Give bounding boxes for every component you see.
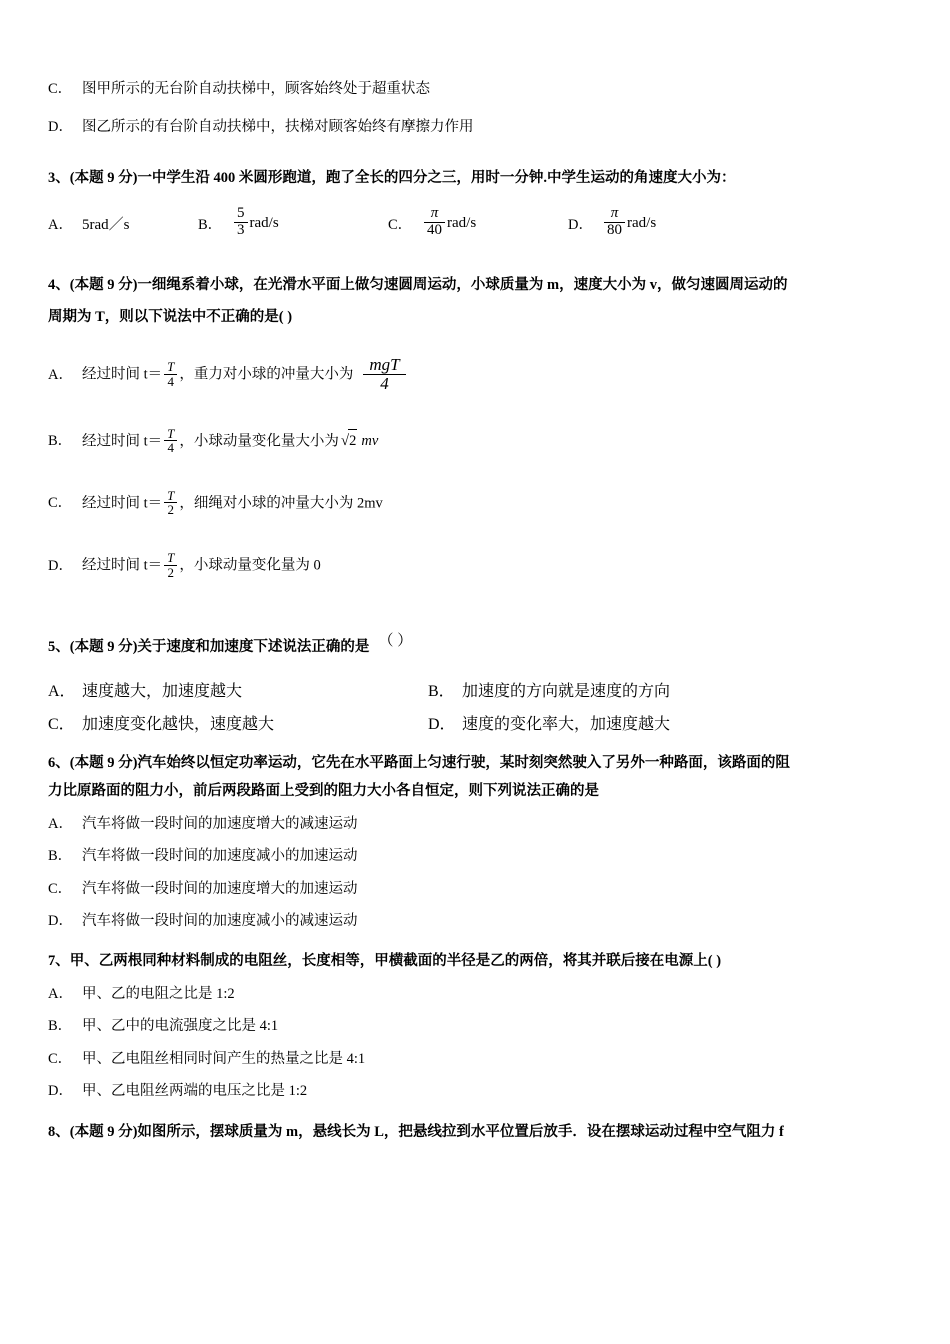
choice-b — [428, 678, 848, 701]
question-7-text: 甲、乙两根同种材料制成的电阻丝，长度相等，甲横截面的半径是乙的两倍，将其并联后接在电源上( ) — [69, 953, 722, 970]
fraction-denominator: 40 — [427, 222, 442, 239]
choice-b-label: B． — [198, 217, 223, 234]
fraction-denominator: 2 — [167, 502, 175, 518]
choice-a-label: A． — [48, 815, 73, 832]
choice-d-label: D． — [48, 557, 73, 574]
question-6-choice-b — [48, 845, 908, 867]
question-5 — [48, 633, 908, 733]
choice-b-label: B． — [48, 848, 73, 865]
choice-b-text: 汽车将做一段时间的加速度减小的加速运动 — [82, 848, 358, 865]
question-6-stem-line2 — [48, 780, 908, 802]
choice-d-label: D． — [428, 715, 456, 733]
choice-d-text: 甲、乙电阻丝两端的电压之比是 1:2 — [82, 1083, 308, 1100]
question-6-number: 6、 — [48, 754, 70, 771]
choice-b-text: 加速度的方向就是速度的方向 — [462, 682, 671, 700]
fraction-denominator: 4 — [380, 373, 389, 393]
choice-c-fraction — [424, 206, 445, 239]
choice-c — [48, 711, 428, 734]
time-fraction — [164, 551, 177, 579]
question-3-choices — [48, 207, 908, 240]
choice-c-label: C． — [48, 1050, 73, 1067]
question-8-text: 如图所示，摆球质量为 m，悬线长为 L，把悬线拉到水平位置后放手．设在摆球运动过程中空气阻力 f — [137, 1123, 784, 1140]
fraction-numerator: π — [604, 206, 625, 223]
question-4-score: (本题 9 分) — [69, 276, 138, 293]
choice-d-text: 速度的变化率大，加速度越大 — [462, 715, 671, 733]
choice-c-text: 甲、乙电阻丝相同时间产生的热量之比是 4:1 — [82, 1050, 366, 1067]
choice-d-label: D． — [48, 1083, 73, 1100]
question-8 — [48, 1121, 908, 1143]
question-8-score: (本题 9 分) — [69, 1123, 138, 1140]
choice-b-label: B． — [428, 682, 455, 700]
fraction-numerator: T — [164, 360, 177, 375]
choice-c-text: 汽车将做一段时间的加速度增大的加速运动 — [82, 880, 358, 897]
choice-c-text: 加速度变化越快，速度越大 — [82, 715, 275, 733]
page-content — [48, 78, 908, 1143]
question-7 — [48, 950, 908, 1102]
question-3-stem — [48, 167, 908, 189]
choice-b-unit: rad/s — [249, 215, 279, 232]
time-fraction — [164, 427, 177, 455]
fraction-denominator: 80 — [607, 222, 622, 239]
choice-b-label: B． — [48, 433, 73, 449]
answer-blank: （ ） — [378, 633, 413, 650]
fraction-numerator: mgT — [363, 356, 405, 375]
question-7-choice-a — [48, 983, 908, 1005]
fraction-numerator: 5 — [234, 206, 248, 223]
fraction-numerator: T — [164, 551, 177, 566]
choice-b-suffix: ，小球动量变化量大小为 — [179, 433, 339, 449]
carryover-options — [48, 78, 908, 139]
choice-d-prefix: 经过时间 t＝ — [82, 557, 163, 574]
choice-a-prefix: 经过时间 t＝ — [82, 366, 163, 383]
question-5-choices-row1 — [48, 678, 908, 701]
question-6-choice-a — [48, 813, 908, 835]
choice-c-label: C． — [48, 880, 73, 897]
question-4-stem-line2 — [48, 306, 908, 328]
choice-c-unit: rad/s — [447, 215, 477, 232]
choice-a-text: 5rad／s — [82, 217, 130, 234]
question-7-choice-c — [48, 1048, 908, 1070]
choice-c-label: C． — [48, 715, 75, 733]
fraction-denominator: 4 — [167, 440, 175, 456]
question-3 — [48, 167, 908, 240]
choice-a-suffix: ，重力对小球的冲量大小为 — [179, 366, 354, 383]
question-7-number: 7、 — [48, 953, 70, 970]
question-8-number: 8、 — [48, 1123, 70, 1140]
question-4-number: 4、 — [48, 276, 70, 293]
question-5-text: 关于速度和加速度下述说法正确的是 — [137, 639, 370, 656]
choice-b-label: B． — [48, 1018, 73, 1035]
time-fraction — [164, 360, 177, 388]
impulse-fraction — [363, 356, 405, 393]
fraction-denominator: 2 — [167, 564, 175, 580]
choice-d-label: D． — [568, 217, 593, 234]
question-4-text-1: 一细绳系着小球，在光滑水平面上做匀速圆周运动，小球质量为 m，速度大小为 v，做匀速圆周运动的 — [137, 276, 788, 293]
fraction-numerator: T — [164, 427, 177, 442]
question-4-choice-b — [48, 425, 908, 456]
choice-a-text: 汽车将做一段时间的加速度增大的减速运动 — [82, 815, 358, 832]
question-3-text: 一中学生沿 400 米圆形跑道，跑了全长的四分之三，用时一分钟.中学生运动的角速度大小为： — [137, 169, 736, 186]
fraction-denominator: 3 — [237, 222, 245, 239]
question-5-number: 5、 — [48, 639, 70, 656]
option-row — [48, 78, 908, 100]
fraction-numerator: π — [424, 206, 445, 223]
option-text: 图甲所示的无台阶自动扶梯中，顾客始终处于超重状态 — [82, 81, 430, 97]
radical-sign: √ — [340, 433, 350, 449]
question-6-stem-line1 — [48, 752, 908, 774]
choice-b-fraction — [234, 206, 248, 239]
question-4-text-2: 周期为 T，则以下说法中不正确的是( ) — [48, 309, 293, 326]
choice-b-text: 甲、乙中的电流强度之比是 4:1 — [82, 1018, 279, 1035]
choice-a-text: 甲、乙的电阻之比是 1:2 — [82, 985, 235, 1002]
choice-c-prefix: 经过时间 t＝ — [82, 495, 163, 512]
question-7-choice-d — [48, 1080, 908, 1102]
question-3-score: (本题 9 分) — [69, 169, 138, 186]
question-6-choice-d — [48, 910, 908, 932]
question-4-choice-c — [48, 487, 908, 518]
choice-b-prefix: 经过时间 t＝ — [82, 433, 163, 449]
choice-b-tail: mv — [361, 433, 379, 449]
choice-d — [568, 207, 656, 240]
fraction-numerator: T — [164, 489, 177, 504]
question-5-stem — [48, 633, 908, 659]
choice-d-label: D． — [48, 912, 73, 929]
option-row — [48, 116, 908, 138]
choice-a — [48, 213, 198, 234]
choice-c-suffix: ，细绳对小球的冲量大小为 2mv — [179, 495, 383, 512]
choice-a-label: A． — [48, 985, 73, 1002]
question-6-text-2: 力比原路面的阻力小，前后两段路面上受到的阻力大小各自恒定，则下列说法正确的是 — [48, 783, 599, 800]
choice-d-fraction — [604, 206, 625, 239]
radicand: 2 — [348, 429, 357, 452]
question-7-choice-b — [48, 1015, 908, 1037]
question-5-choices-row2 — [48, 711, 908, 734]
fraction-denominator: 4 — [167, 373, 175, 389]
choice-b — [198, 207, 388, 240]
question-4-choice-d — [48, 552, 908, 580]
choice-c-label: C． — [48, 495, 73, 512]
choice-a-label: A． — [48, 366, 73, 383]
question-3-number: 3、 — [48, 169, 70, 186]
question-7-stem — [48, 950, 908, 972]
question-5-score: (本题 9 分) — [69, 639, 138, 656]
question-6-text-1: 汽车始终以恒定功率运动，它先在水平路面上匀速行驶，某时刻突然驶入了另外一种路面，该路面的阻 — [137, 754, 790, 771]
option-text: 图乙所示的有台阶自动扶梯中，扶梯对顾客始终有摩擦力作用 — [82, 119, 474, 136]
question-4-choice-a — [48, 354, 908, 394]
choice-c — [388, 207, 568, 240]
question-4 — [48, 274, 908, 580]
choice-c-label: C． — [388, 217, 413, 234]
choice-a-label: A． — [48, 682, 76, 700]
question-6-score: (本题 9 分) — [69, 754, 138, 771]
choice-a-label: A． — [48, 217, 73, 234]
option-label: D． — [48, 119, 73, 136]
square-root — [339, 429, 357, 453]
choice-d-text: 汽车将做一段时间的加速度减小的减速运动 — [82, 912, 358, 929]
time-fraction — [164, 489, 177, 517]
question-6 — [48, 752, 908, 933]
question-8-stem — [48, 1121, 908, 1143]
question-6-choice-c — [48, 878, 908, 900]
choice-d — [428, 711, 848, 734]
choice-a-text: 速度越大，加速度越大 — [82, 682, 243, 700]
choice-d-unit: rad/s — [627, 215, 657, 232]
option-label: C． — [48, 81, 73, 97]
choice-a — [48, 678, 428, 701]
choice-d-suffix: ，小球动量变化量为 0 — [179, 557, 321, 574]
question-4-stem-line1 — [48, 274, 908, 296]
